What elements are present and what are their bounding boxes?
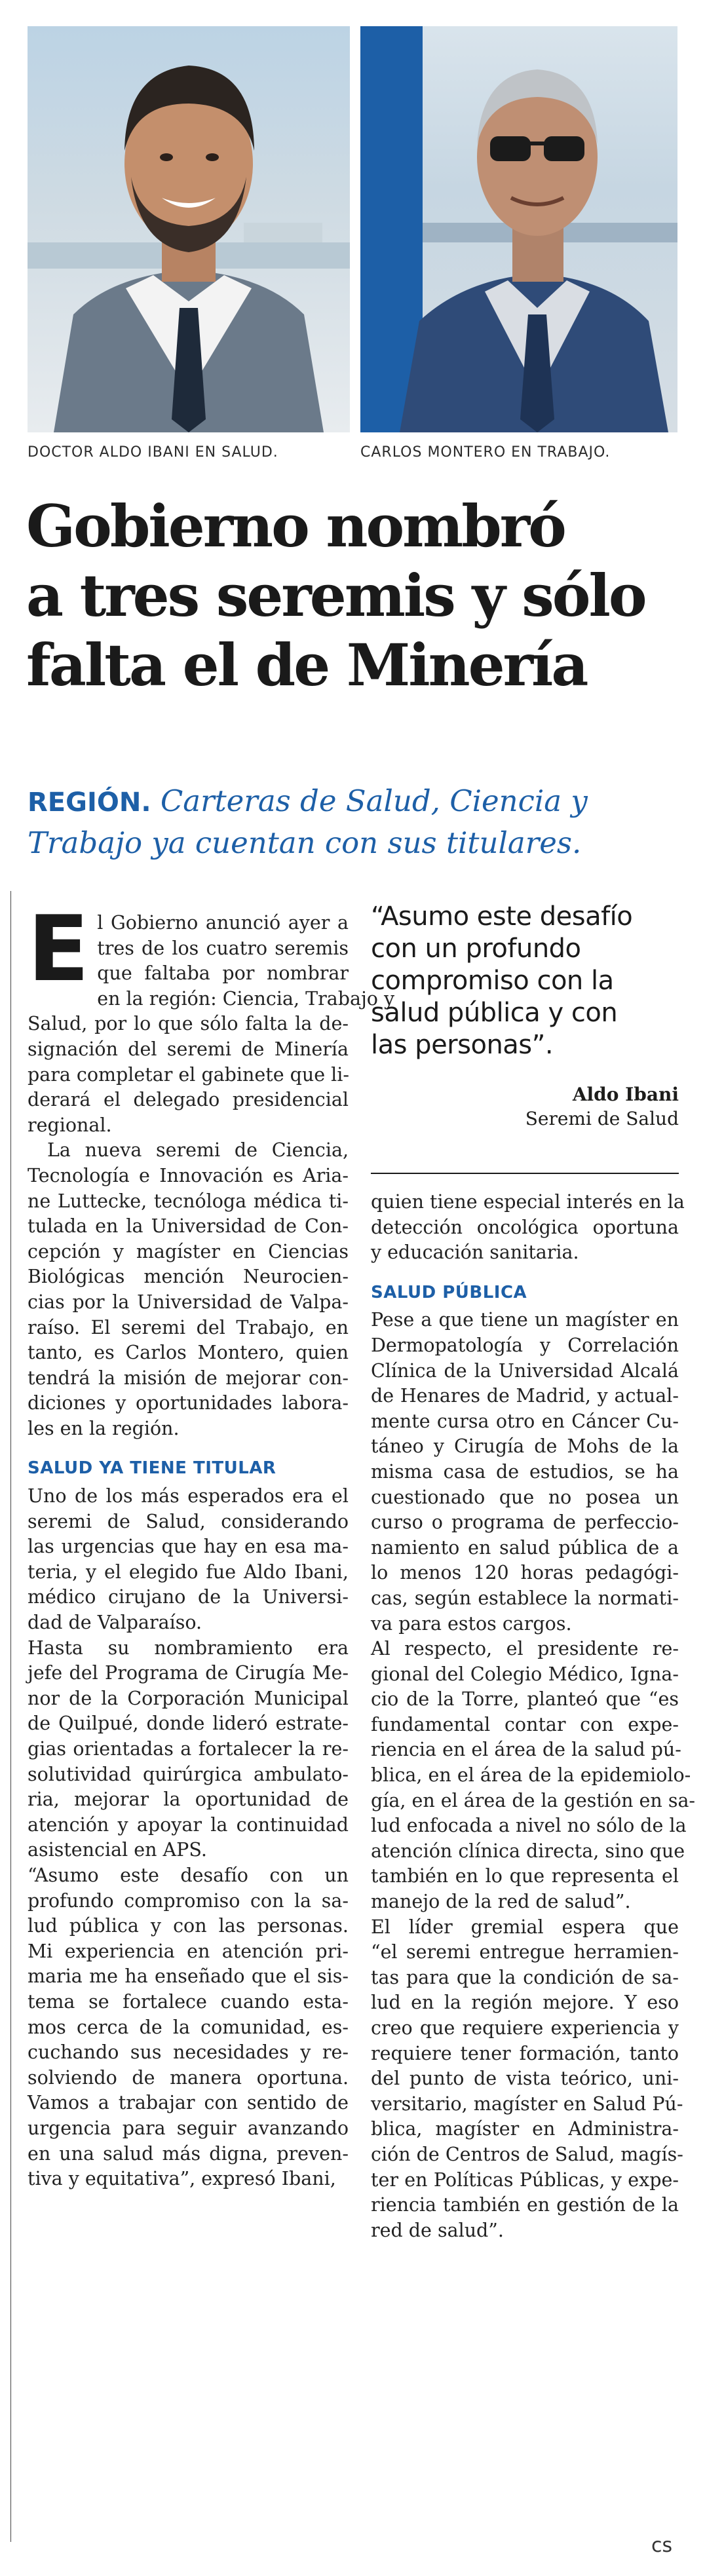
text-line: ria, mejorar la oportunidad de — [28, 1789, 349, 1811]
text-line: Mi experiencia en atención pri- — [28, 1940, 349, 1962]
text-line: las urgencias que hay en esa ma- — [28, 1536, 349, 1558]
text-line: blica, magíster en Administra- — [371, 2118, 679, 2140]
text-line: fundamental contar con expe- — [371, 1713, 679, 1735]
text-line: La nueva seremi de Ciencia, — [47, 1139, 349, 1162]
text-line: Salud, por lo que sólo falta la de- — [28, 1013, 349, 1035]
text-line: tres de los cuatro seremis — [97, 937, 349, 959]
left-column — [28, 896, 395, 2192]
text-line: de Henares de Madrid, y actual- — [371, 1385, 679, 1407]
text-line: les en la región. — [28, 1417, 180, 1439]
text-line: tulada en la Universidad de Con- — [28, 1215, 349, 1238]
text-line: cuestionado que no posea un — [371, 1486, 679, 1508]
text-line: para completar el gabinete que li- — [28, 1063, 350, 1086]
text-line: namiento en salud pública de a — [371, 1536, 679, 1559]
text-line: “Asumo este desafío con un — [28, 1864, 349, 1886]
text-line: ter en Políticas Públicas, y expe- — [371, 2169, 679, 2191]
text-line: riencia en el área de la salud pú- — [371, 1739, 681, 1761]
quote-divider — [371, 1173, 679, 1174]
text-line: creo que requiere experiencia y — [371, 2017, 679, 2039]
text-line: red de salud”. — [371, 2219, 504, 2241]
subhead-text: Trabajo ya cuentan con sus titulares. — [28, 825, 582, 860]
text-line: Dermopatología y Correlación — [371, 1334, 679, 1356]
text-line: profundo compromiso con la sa- — [28, 1889, 349, 1912]
text-line: Uno de los más esperados era el — [28, 1485, 349, 1507]
text-line: versitario, magíster en Salud Pú- — [371, 2093, 683, 2115]
headline-line: Gobierno nombró — [26, 492, 565, 560]
section-heading: SALUD PÚBLICA — [371, 1282, 527, 1302]
text-line: manejo de la red de salud”. — [371, 1891, 631, 1913]
text-line: tanto, es Carlos Montero, quien — [28, 1342, 349, 1364]
paragraph — [371, 1915, 683, 2244]
portrait-man-smiling — [28, 26, 350, 432]
text-line: lud enfocada a nivel no sólo de la — [371, 1815, 687, 1837]
text-line: cuchando sus necesidades y re- — [28, 2041, 349, 2064]
text-line: requiere tener formación, tanto — [371, 2042, 679, 2064]
text-line: tema se fortalece cuando esta- — [28, 1990, 349, 2013]
text-line: cas, según establece la normati- — [371, 1587, 679, 1609]
text-line: teria, y el elegido fue Aldo Ibani, — [28, 1561, 349, 1583]
text-line: cio de la Torre, planteó que “es — [371, 1688, 679, 1711]
pull-quote-text — [371, 901, 679, 1061]
text-line: tas para que la condición de sa- — [371, 1966, 679, 1988]
drop-cap: E — [28, 896, 90, 1002]
pull-quote-line: las personas”. — [371, 1030, 554, 1060]
text-line: atención y apoyar la continuidad — [28, 1813, 349, 1836]
pull-quote-author: Aldo Ibani — [572, 1084, 679, 1105]
column-rule — [10, 891, 11, 2542]
text-line: de Quilpué, donde lideró estrate- — [28, 1713, 349, 1735]
right-column — [371, 1190, 696, 2243]
text-line: solviendo de manera oportuna. — [28, 2066, 349, 2089]
paragraph — [28, 1138, 349, 1441]
text-line: gía, en el área de la gestión en sa- — [371, 1789, 696, 1811]
text-line: diciones y oportunidades labora- — [28, 1392, 349, 1414]
paragraph — [371, 1190, 685, 1266]
portrait-man-sunglasses — [360, 26, 677, 432]
text-line: El líder gremial espera que — [371, 1916, 679, 1938]
paragraph — [28, 1636, 349, 1863]
text-line: Tecnología e Innovación es Aria- — [28, 1164, 349, 1186]
text-line: “el seremi entregue herramien- — [371, 1941, 679, 1963]
text-line: Biológicas mención Neurocien- — [28, 1266, 349, 1288]
text-line: solutividad quirúrgica ambulato- — [28, 1763, 349, 1785]
text-line: raíso. El seremi del Trabajo, en — [28, 1316, 349, 1338]
text-line: tiva y equitativa”, expresó Ibani, — [28, 2168, 336, 2190]
section-heading: SALUD YA TIENE TITULAR — [28, 1458, 276, 1479]
photo-aldo-ibani — [28, 26, 350, 432]
text-line: Clínica de la Universidad Alcalá — [371, 1359, 679, 1382]
paragraph — [371, 1308, 679, 1637]
subhead — [28, 781, 683, 863]
pull-quote-line: “Asumo este desafío — [371, 901, 633, 932]
text-line: derará el delegado presidencial — [28, 1089, 349, 1111]
text-line: lo menos 120 horas pedagógi- — [371, 1562, 679, 1584]
text-line: seremi de Salud, considerando — [28, 1510, 349, 1532]
text-line: ción de Centros de Salud, magís- — [371, 2143, 683, 2165]
text-line: nor de la Corporación Municipal — [28, 1687, 349, 1709]
text-line: urgencia para seguir avanzando — [28, 2117, 349, 2139]
text-line: también en lo que representa el — [371, 1865, 679, 1887]
text-line: lud pública y con las personas. — [28, 1915, 349, 1937]
text-line: médico cirujano de la Universi- — [28, 1586, 349, 1608]
text-line: lud en la región mejore. Y eso — [371, 1992, 679, 2014]
text-line: asistencial en APS. — [28, 1839, 207, 1861]
text-line: ne Luttecke, tecnóloga médica ti- — [28, 1190, 349, 1212]
text-line: cias por la Universidad de Valpa- — [28, 1291, 349, 1313]
paragraph — [371, 1637, 696, 1915]
paragraph — [28, 1863, 349, 2192]
text-line: mente cursa otro en Cáncer Cu- — [371, 1410, 679, 1432]
text-line: blica, en el área de la epidemiolo- — [371, 1764, 691, 1787]
text-line: del punto de vista teórico, uni- — [371, 2068, 679, 2090]
text-line: regional. — [28, 1114, 112, 1136]
text-line: Vamos a trabajar con sentido de — [28, 2092, 349, 2114]
text-line: en la región: Ciencia, Trabajo y — [97, 987, 395, 1010]
text-line: l Gobierno anunció ayer a — [97, 912, 349, 934]
text-line: y educación sanitaria. — [371, 1241, 579, 1264]
text-line: tendrá la misión de mejorar con- — [28, 1367, 349, 1389]
text-line: riencia también en gestión de la — [371, 2194, 679, 2216]
photo-caption: CARLOS MONTERO EN TRABAJO. — [360, 444, 611, 461]
text-line: curso o programa de perfeccio- — [371, 1511, 679, 1534]
text-line: gional del Colegio Médico, Igna- — [371, 1663, 679, 1685]
pull-quote — [371, 901, 679, 1129]
text-line: Hasta su nombramiento era — [28, 1637, 349, 1659]
headline-line: a tres seremis y sólo — [26, 561, 645, 630]
text-line: signación del seremi de Minería — [28, 1038, 349, 1060]
text-line: misma casa de estudios, se ha — [371, 1460, 679, 1483]
text-line: quien tiene especial interés en la — [371, 1191, 685, 1213]
text-line: cepción y magíster en Ciencias — [28, 1240, 349, 1262]
pull-quote-line: compromiso con la — [371, 966, 614, 996]
text-line: mos cerca de la comunidad, es- — [28, 2016, 349, 2038]
text-line: va para estos cargos. — [371, 1612, 572, 1635]
photo-caption: DOCTOR ALDO IBANI EN SALUD. — [28, 444, 278, 461]
text-line: atención clínica directa, sino que — [371, 1840, 685, 1862]
pull-quote-role: Seremi de Salud — [525, 1108, 679, 1129]
text-line: maria me ha enseñado que el sis- — [28, 1965, 349, 1988]
paragraph — [28, 1484, 349, 1636]
region-tag: REGIÓN. — [28, 787, 151, 818]
headline — [26, 491, 681, 700]
photo-carlos-montero — [360, 26, 677, 432]
text-line: Pese a que tiene un magíster en — [371, 1309, 679, 1331]
text-line: gias orientadas a fortalecer la re- — [28, 1738, 349, 1760]
text-line: en una salud más digna, preven- — [28, 2142, 349, 2165]
text-line: dad de Valparaíso. — [28, 1612, 202, 1634]
subhead-text: Carteras de Salud, Ciencia y — [151, 784, 588, 818]
text-line: Al respecto, el presidente re- — [371, 1638, 679, 1660]
end-mark-icon: cs — [651, 2534, 673, 2557]
text-line: jefe del Programa de Cirugía Me- — [28, 1662, 349, 1684]
text-line: táneo y Cirugía de Mohs de la — [371, 1435, 679, 1458]
pull-quote-line: salud pública y con — [371, 998, 618, 1028]
headline-line: falta el de Minería — [26, 631, 587, 699]
text-line: detección oncológica oportuna — [371, 1216, 679, 1238]
text-line: que faltaba por nombrar — [97, 962, 349, 985]
pull-quote-line: con un profundo — [371, 934, 581, 964]
